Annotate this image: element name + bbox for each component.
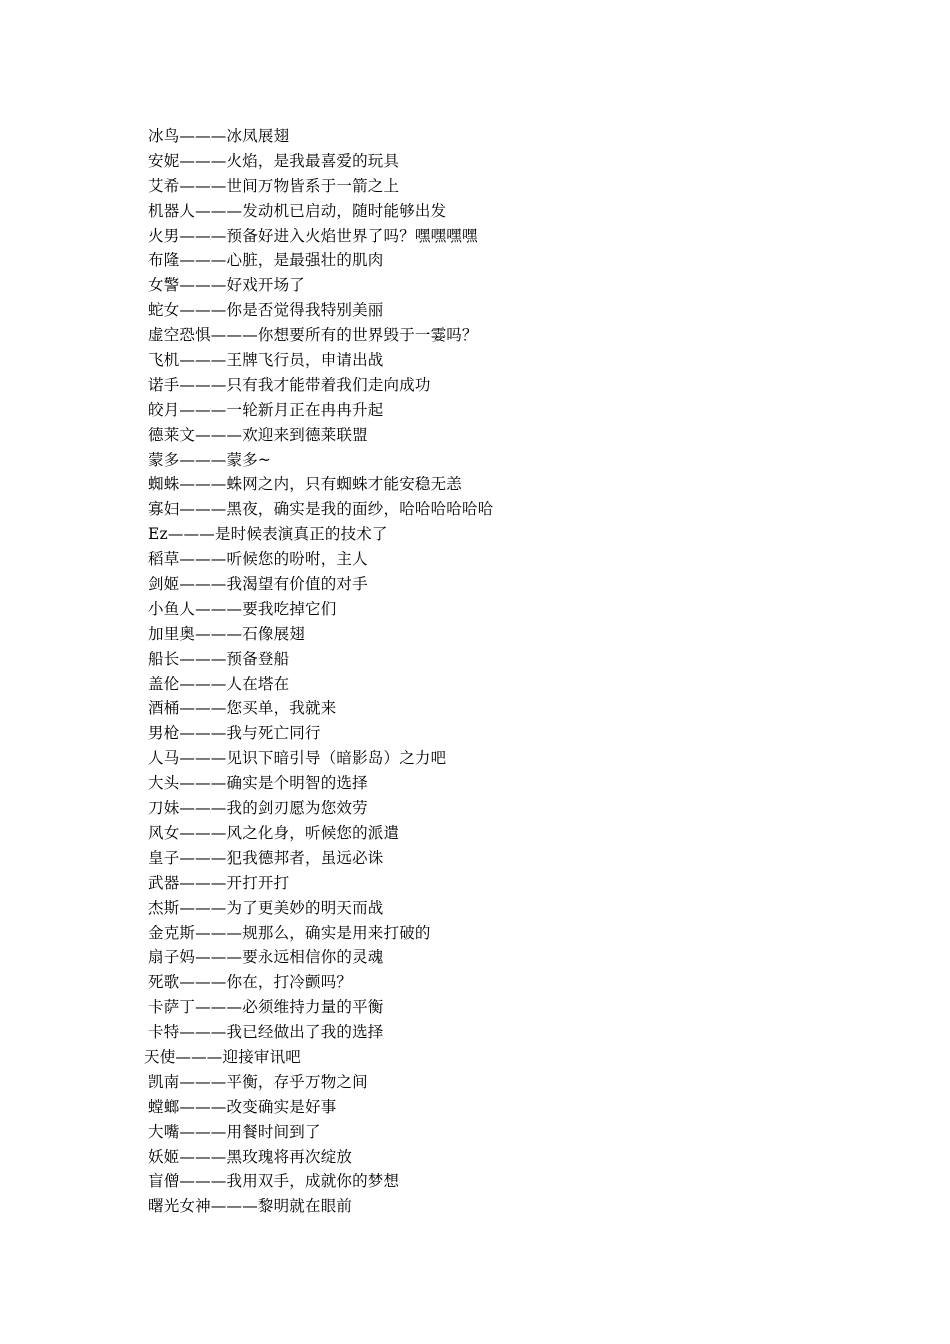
- quote-line: 布隆———心脏，是最强壮的肌肉: [148, 251, 384, 270]
- quote-line: 皎月———一轮新月正在冉冉升起: [148, 400, 384, 419]
- quote-line: 人马———见识下暗引导（暗影岛）之力吧: [148, 749, 447, 768]
- quote-line: 剑姬———我渴望有价值的对手: [148, 575, 368, 594]
- quote-line: 小鱼人———要我吃掉它们: [148, 599, 337, 618]
- quote-line: 扇子妈———要永远相信你的灵魂: [148, 948, 384, 967]
- quote-line: 加里奥———石像展翅: [148, 624, 306, 643]
- quote-line: 飞机———王牌飞行员，申请出战: [148, 351, 384, 370]
- quote-line: 曙光女神———黎明就在眼前: [148, 1197, 353, 1216]
- quote-line: 杰斯———为了更美妙的明天而战: [148, 898, 384, 917]
- quote-line: 天使———迎接审讯吧: [144, 1047, 302, 1066]
- quote-line: 蛇女———你是否觉得我特别美丽: [148, 301, 384, 320]
- quote-line: 刀妹———我的剑刃愿为您效劳: [148, 799, 368, 818]
- quote-line: 德莱文———欢迎来到德莱联盟: [148, 425, 368, 444]
- quote-line: 女警———好戏开场了: [148, 276, 306, 295]
- quote-line: 风女———风之化身，听候您的派遣: [148, 823, 400, 842]
- quote-line: 螳螂———改变确实是好事: [148, 1097, 337, 1116]
- quote-line: 妖姬———黑玫瑰将再次绽放: [148, 1147, 353, 1166]
- quote-line: 诺手———只有我才能带着我们走向成功: [148, 375, 431, 394]
- quote-line: 冰鸟———冰凤展翅: [148, 127, 290, 145]
- quote-line: 蜘蛛———蛛网之内，只有蜘蛛才能安稳无恙: [148, 475, 463, 494]
- quote-line: 盲僧———我用双手，成就你的梦想: [148, 1172, 400, 1191]
- quote-line: 大嘴———用餐时间到了: [148, 1122, 321, 1141]
- quote-line: 盖伦———人在塔在: [148, 674, 290, 693]
- quote-line: 大头———确实是个明智的选择: [148, 774, 368, 793]
- quote-line: 安妮———火焰，是我最喜爱的玩具: [148, 151, 400, 170]
- quote-line: 卡萨丁———必须维持力量的平衡: [148, 998, 384, 1017]
- quote-line: 艾希———世间万物皆系于一箭之上: [148, 176, 400, 195]
- quote-line: 皇子———犯我德邦者，虽远必诛: [148, 848, 384, 867]
- quote-line: 金克斯———规那么，确实是用来打破的: [148, 923, 431, 942]
- quote-line: 火男———预备好进入火焰世界了吗？嘿嘿嘿嘿: [148, 226, 478, 245]
- quote-line: 船长———预备登船: [148, 649, 290, 668]
- quote-line: 死歌———你在，打冷颤吗？: [148, 973, 353, 992]
- quote-line: Ez———是时候表演真正的技术了: [148, 525, 388, 544]
- quote-line: 男枪———我与死亡同行: [148, 724, 321, 743]
- quote-line: 稻草———听候您的吩咐，主人: [148, 550, 368, 569]
- quote-line: 酒桶———您买单，我就来: [148, 699, 337, 718]
- quote-line: 蒙多———蒙多~: [148, 450, 272, 469]
- quote-line: 虚空恐惧———你想要所有的世界毁于一霎吗？: [148, 326, 478, 345]
- quote-line: 机器人———发动机已启动，随时能够出发: [148, 201, 447, 220]
- quote-line: 武器———开打开打: [148, 873, 290, 892]
- quote-line: 寡妇———黑夜，确实是我的面纱，哈哈哈哈哈哈: [148, 500, 494, 519]
- quote-line: 凯南———平衡，存乎万物之间: [148, 1072, 368, 1091]
- quote-list: [144, 124, 494, 1219]
- quote-line: 卡特———我已经做出了我的选择: [148, 1023, 384, 1042]
